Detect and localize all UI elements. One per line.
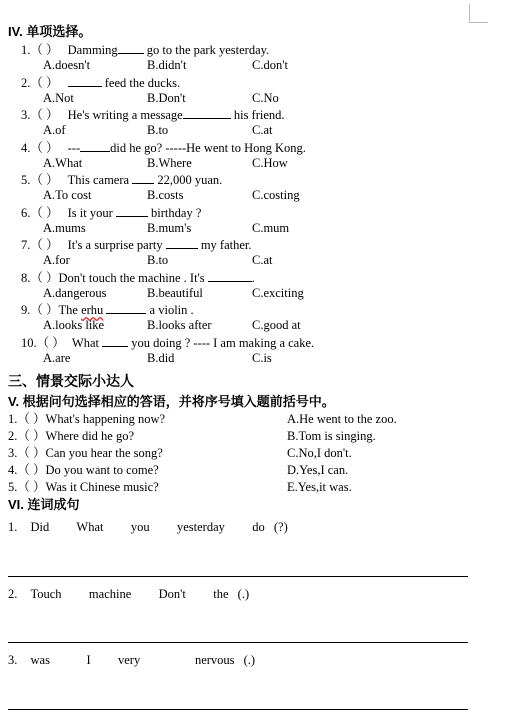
question-text: a violin . [149,303,194,317]
option-b[interactable]: B.did [147,351,175,365]
matching-question-5 [8,480,159,495]
option-a[interactable]: A.To cost [43,188,92,202]
option-a[interactable]: A.of [43,123,66,137]
matching-question-3 [8,446,163,461]
question-1 [21,42,269,58]
answer-paren[interactable]: （ ） [30,303,59,317]
question-text: go to the park yesterday. [146,43,270,57]
question-number: 4. [21,141,31,155]
section-3-title: 三、情景交际小达人 [8,373,134,389]
option-c[interactable]: C.exciting [252,286,304,300]
question-text: Is it your [67,206,113,220]
answer-paren[interactable]: （ ） [36,336,65,350]
question-2 [21,75,180,91]
fill-blank[interactable] [106,302,146,314]
option-b[interactable]: B.looks after [147,318,212,332]
question-text: It's a surprise party [67,238,163,252]
option-b[interactable]: B.didn't [147,58,187,72]
question-text: He's writing a message [67,108,183,122]
item-number: 3. [8,653,18,667]
word-order-item-1 [8,520,288,535]
fill-blank[interactable] [166,237,198,249]
question-number: 9. [21,303,31,317]
answer-paren[interactable]: （ ） [17,429,46,443]
fill-blank[interactable] [102,335,128,347]
question-text: This camera [67,173,130,187]
option-c[interactable]: C.No [252,91,279,105]
option-c[interactable]: C.How [252,156,288,170]
question-number: 6. [21,206,31,220]
item-number: 2. [8,587,18,601]
question-text-erhu: erhu [81,303,104,317]
option-a[interactable]: A.doesn't [43,58,91,72]
matching-answer-d: D.Yes,I can. [287,463,349,477]
question-number: 10. [21,336,37,350]
question-text: you doing ? ---- I am making a cake. [131,336,315,350]
section-5-heading: V. 根据问句选择相应的答语，并将序号填入题前括号中。 [8,394,335,409]
question-text: --- [67,141,81,155]
answer-paren[interactable]: （ ） [30,206,59,220]
question-text: birthday ? [151,206,202,220]
answer-paren[interactable]: （ ） [17,412,46,426]
question-7 [21,237,252,253]
fill-blank[interactable] [116,205,148,217]
answer-paren[interactable]: （ ） [30,271,59,285]
option-c[interactable]: C.don't [252,58,288,72]
question-text: feed the ducks. [104,76,181,90]
question-number: 1. [8,412,18,426]
option-b[interactable]: B.to [147,253,169,267]
question-number: 1. [21,43,31,57]
option-b[interactable]: B.Where [147,156,192,170]
matching-answer-c: C.No,I don't. [287,446,352,460]
option-a[interactable]: A.are [43,351,71,365]
option-c[interactable]: C.at [252,123,273,137]
question-9 [21,302,194,318]
page-corner-mark [469,4,488,23]
question-number: 2. [8,429,18,443]
fill-blank[interactable] [80,140,110,152]
item-number: 1. [8,520,18,534]
option-a[interactable]: A.mums [43,221,86,235]
fill-blank[interactable] [68,75,102,87]
answer-paren[interactable]: （ ） [30,141,59,155]
option-a[interactable]: A.for [43,253,70,267]
matching-answer-e: E.Yes,it was. [287,480,352,494]
question-number: 8. [21,271,31,285]
answer-paren[interactable]: （ ） [30,108,59,122]
question-text: . [251,271,255,285]
option-b[interactable]: B.beautiful [147,286,203,300]
question-8 [21,270,255,286]
section-4-heading: IV. 单项选择。 [8,24,92,39]
question-text: Where did he go? [45,429,135,443]
question-text: Was it Chinese music? [45,480,159,494]
option-b[interactable]: B.Don't [147,91,186,105]
question-text: Damming [67,43,118,57]
question-10 [21,335,314,351]
answer-paren[interactable]: （ ） [17,446,46,460]
fill-blank[interactable] [118,42,144,54]
answer-paren[interactable]: （ ） [30,238,59,252]
question-text: Do you want to come? [45,463,159,477]
option-c[interactable]: C.at [252,253,273,267]
answer-paren[interactable]: （ ） [30,76,59,90]
matching-question-4 [8,463,159,478]
question-number: 3. [8,446,18,460]
option-a[interactable]: A.What [43,156,83,170]
word-order-item-3 [8,653,255,668]
question-text: What's happening now? [45,412,166,426]
question-number: 2. [21,76,31,90]
fill-blank[interactable] [132,172,154,184]
option-b[interactable]: B.mum's [147,221,192,235]
word-order-item-2 [8,587,249,602]
question-text: What [71,336,99,350]
question-number: 7. [21,238,31,252]
fill-blank[interactable] [183,107,231,119]
option-a[interactable]: A.looks like [43,318,105,332]
section-6-heading: VI. 连词成句 [8,497,80,512]
answer-line[interactable] [8,709,468,710]
question-3 [21,107,285,123]
option-b[interactable]: B.costs [147,188,184,202]
question-number: 5. [8,480,18,494]
question-text: Don't touch the machine . It's [58,271,205,285]
question-4 [21,140,306,156]
option-c[interactable]: C.costing [252,188,300,202]
matching-question-1 [8,412,165,427]
question-number: 5. [21,173,31,187]
question-6 [21,205,201,221]
answer-line[interactable] [8,576,468,577]
fill-blank[interactable] [208,270,252,282]
option-c[interactable]: C.good at [252,318,301,332]
answer-line[interactable] [8,642,468,643]
question-5 [21,172,222,188]
matching-question-2 [8,429,134,444]
answer-paren[interactable]: （ ） [17,463,46,477]
question-number: 4. [8,463,18,477]
answer-paren[interactable]: （ ） [30,173,59,187]
question-text: Can you hear the song? [45,446,163,460]
scrambled-words: was I very nervous (.) [30,653,256,667]
option-a[interactable]: A.dangerous [43,286,107,300]
answer-paren[interactable]: （ ） [30,43,59,57]
question-text: my father. [200,238,252,252]
answer-paren[interactable]: （ ） [17,480,46,494]
matching-answer-a: A.He went to the zoo. [287,412,397,426]
scrambled-words: Touch machine Don't the (.) [30,587,250,601]
matching-answer-b: B.Tom is singing. [287,429,376,443]
option-c[interactable]: C.mum [252,221,290,235]
scrambled-words: Did What you yesterday do (?) [30,520,288,534]
option-b[interactable]: B.to [147,123,169,137]
question-text: 22,000 yuan. [157,173,223,187]
question-text: did he go? -----He went to Hong Kong. [110,141,306,155]
question-number: 3. [21,108,31,122]
option-a[interactable]: A.Not [43,91,74,105]
question-text: his friend. [233,108,285,122]
option-c[interactable]: C.is [252,351,272,365]
question-text: The [58,303,82,317]
